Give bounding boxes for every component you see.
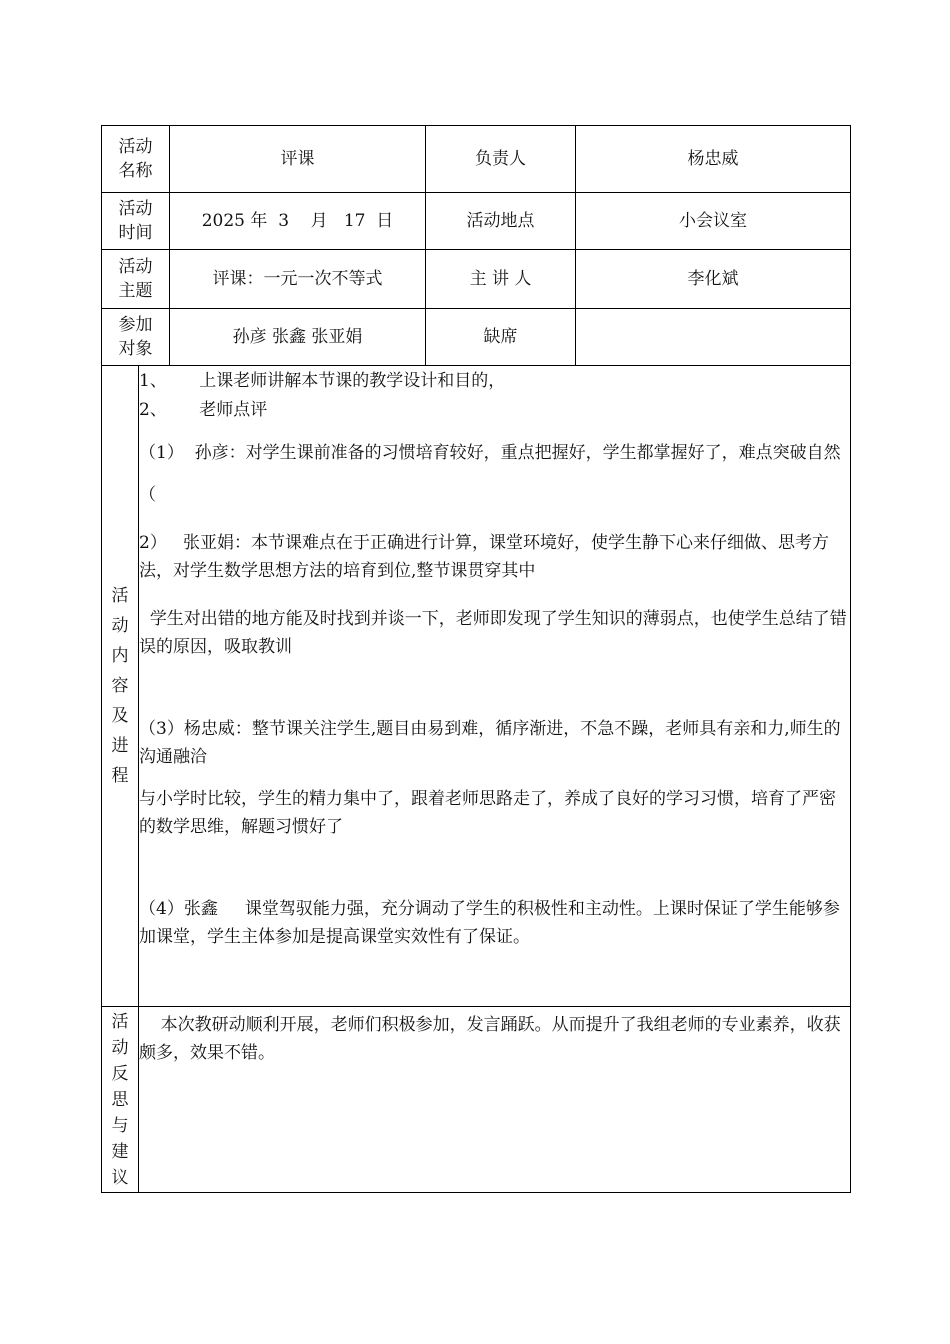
- reflection-label-char: 议: [111, 1167, 129, 1188]
- location-value: 小会议室: [576, 193, 851, 250]
- process-line-5: 2） 张亚娟：本节课难点在于正确进行计算，课堂环境好，使学生静下心来仔细做、思考方法，对学生数学思想方法的培育到位,整节课贯穿其中: [139, 533, 830, 581]
- reflection-label-char: 思: [111, 1089, 129, 1110]
- process-label-char: 动: [111, 616, 129, 636]
- activity-name-label: 活动 名称: [102, 126, 170, 193]
- location-label: 活动地点: [426, 193, 576, 250]
- process-label: [102, 366, 139, 1007]
- process-line-3: （1） 孙彦：对学生课前准备的习惯培育较好，重点把握好，学生都掌握好了，难点突破自然: [139, 443, 841, 463]
- responsible-value: 杨忠威: [576, 126, 851, 193]
- reflection-content: [139, 1007, 851, 1193]
- reflection-label-char: 动: [111, 1037, 129, 1058]
- reflection-label: [102, 1007, 139, 1193]
- activity-time-value: 2025 年 3 月 17 日: [170, 193, 426, 250]
- process-line-6: 学生对出错的地方能及时找到并谈一下，老师即发现了学生知识的薄弱点，也使学生总结了错误的原因，吸取教训: [139, 609, 847, 657]
- activity-name-value: 评课: [170, 126, 426, 193]
- responsible-label: 负责人: [426, 126, 576, 193]
- activity-theme-label: 活动 主题: [102, 250, 170, 309]
- reflection-label-char: 活: [111, 1011, 129, 1032]
- absent-value: [576, 309, 851, 366]
- participants-value: 孙彦 张鑫 张亚娟: [170, 309, 426, 366]
- absent-label: 缺席: [426, 309, 576, 366]
- process-line-1: 1、 上课老师讲解本节课的教学设计和目的，: [139, 371, 506, 391]
- process-label-char: 内: [111, 646, 129, 666]
- participants-label: 参加 对象: [102, 309, 170, 366]
- reflection-label-char: 反: [111, 1063, 129, 1084]
- process-line-4: （: [139, 485, 156, 505]
- reflection-text: 本次教研动顺利开展，老师们积极参加，发言踊跃。从而提升了我组老师的专业素养，收获颇多，效果不错。: [139, 1015, 841, 1063]
- process-content: [139, 366, 851, 1007]
- process-label-char: 活: [111, 586, 129, 606]
- process-line-9: （4）张鑫 课堂驾驭能力强，充分调动了学生的积极性和主动性。上课时保证了学生能够参加课堂，学生主体参加是提高课堂实效性有了保证。: [139, 899, 840, 947]
- reflection-label-char: 与: [111, 1115, 129, 1136]
- process-label-char: 程: [111, 766, 129, 786]
- speaker-value: 李化斌: [576, 250, 851, 309]
- reflection-label-char: 建: [111, 1141, 129, 1162]
- process-label-char: 容: [111, 676, 129, 696]
- activity-time-label: 活动 时间: [102, 193, 170, 250]
- process-line-8: 与小学时比较，学生的精力集中了，跟着老师思路走了，养成了良好的学习习惯，培育了严密的数学思维，解题习惯好了: [139, 789, 836, 837]
- activity-theme-value: 评课：一元一次不等式: [170, 250, 426, 309]
- process-label-char: 及: [111, 706, 129, 726]
- process-label-char: 进: [111, 736, 129, 756]
- speaker-label: 主 讲 人: [426, 250, 576, 309]
- activity-record-table: [101, 125, 851, 1193]
- process-line-2: 2、 老师点评: [139, 400, 268, 420]
- process-line-7: （3）杨忠威：整节课关注学生,题目由易到难，循序渐进，不急不躁，老师具有亲和力,师生的沟通融洽: [139, 719, 841, 767]
